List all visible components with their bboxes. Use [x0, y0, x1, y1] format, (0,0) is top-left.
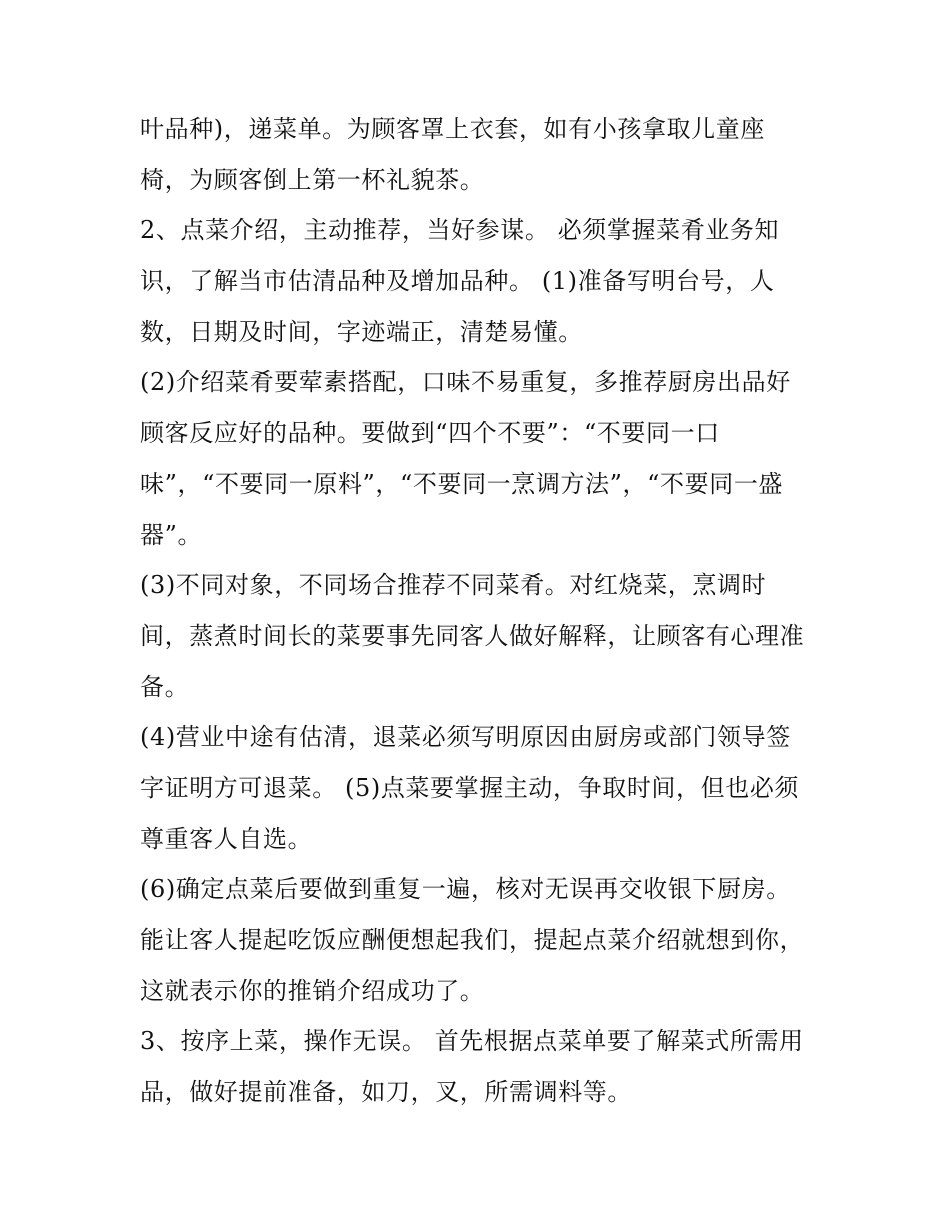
text-line: 味”，“不要同一原料”，“不要同一烹调方法”，“不要同一盛: [140, 469, 784, 498]
text-line: 字证明方可退菜。 (5)点菜要掌握主动，争取时间，但也必须: [140, 773, 800, 802]
text-line: 2、点菜介绍，主动推荐，当好参谋。 必须掌握菜肴业务知: [140, 216, 780, 245]
text-line: 数，日期及时间，字迹端正，清楚易懂。: [140, 317, 583, 346]
document-body: [140, 104, 820, 1118]
text-line: 顾客反应好的品种。要做到“四个不要”：“不要同一口: [140, 419, 720, 448]
text-line: 品，做好提前准备，如刀，叉，所需调料等。: [140, 1078, 632, 1107]
text-line: 间，蒸煮时间长的菜要事先同客人做好解释，让顾客有心理准: [140, 621, 805, 650]
text-line: 备。: [140, 672, 190, 701]
text-line: (2)介绍菜肴要荤素搭配，口味不易重复，多推荐厨房出品好: [140, 368, 791, 397]
text-line: (4)营业中途有估清，退菜必须写明原因由厨房或部门领导签: [140, 723, 791, 752]
text-line: 3、按序上菜，操作无误。 首先根据点菜单要了解菜式所需用: [140, 1027, 804, 1056]
text-line: 能让客人提起吃饭应酬便想起我们，提起点菜介绍就想到你，: [140, 926, 805, 954]
text-line: 尊重客人自选。: [140, 824, 313, 853]
text-line: 器”。: [140, 520, 203, 549]
text-line: (3)不同对象，不同场合推荐不同菜肴。对红烧菜，烹调时: [140, 571, 767, 600]
text-line: 叶品种)，递菜单。为顾客罩上衣套，如有小孩拿取儿童座: [140, 115, 765, 143]
text-line: 识，了解当市估清品种及增加品种。 (1)准备写明台号，人: [140, 267, 775, 296]
text-line: (6)确定点菜后要做到重复一遍，核对无误再交收银下厨房。: [140, 875, 791, 904]
text-line: 这就表示你的推销介绍成功了。: [140, 976, 485, 1005]
text-line: 椅，为顾客倒上第一杯礼貌茶。: [140, 165, 485, 194]
